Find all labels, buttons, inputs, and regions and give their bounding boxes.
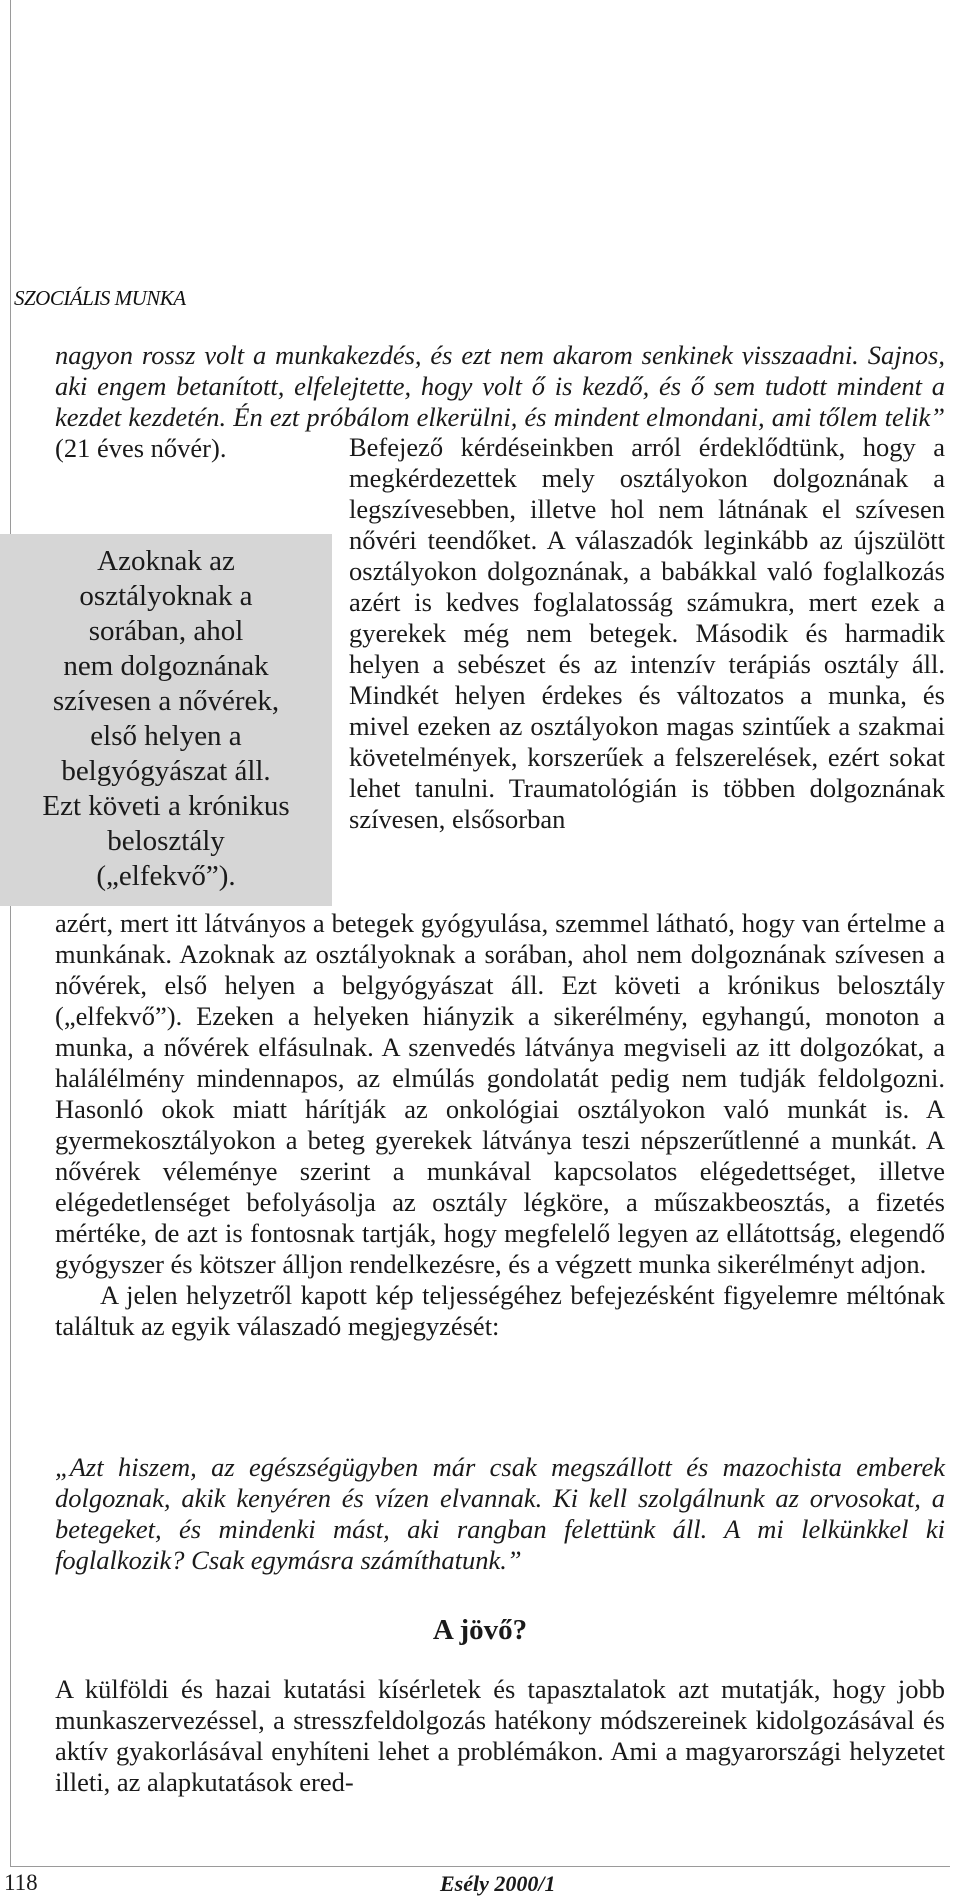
pullquote-line: osztályoknak a [79, 580, 253, 612]
right-column [349, 432, 945, 835]
main-text-continuation: azért, mert itt látványos a betegek gyógyulása, szemmel látható, hogy van értelme a munkának. Azoknak az osztályoknak a sorában, ahol nem dolgoznának szívesen a nővérek, első helyen a belgyógyászat áll. Ezt követi a krónikus belosztály („elfekvő”). Ezeken a helyeken hiányzik a sikerélmény, egyhangú, monoton a munka, a nővérek elfásulnak. A szenvedés látványa megviseli az itt dolgozókat, a halálélmény mindennapos, az elmúlás gondolatát pedig nem tudják feldolgozni. Hasonló okok miatt hárítják az onkológiai osztályokon való munkát is. A gyermekosztályokon a beteg gyerekek látványa teszi népszerűtlenné a munkát. A nővérek véleménye szerint a munkával kapcsolatos elégedettséget, illetve elégedetlenséget befolyásolja az osztály légköre, a műszakbeosztás, a fizetés mértéke, de azt is fontosnak tartják, hogy megfelelő legyen az ellátottság, elegendő gyógyszer és kötszer álljon rendelkezésre, és a végzett munka sikerélményt adjon. [55, 908, 945, 1279]
main-text-paragraph: A jelen helyzetről kapott kép teljességéhez befejezésként figyelemre méltónak találtuk az egyik válaszadó megjegyzését: [55, 1280, 945, 1341]
pullquote-line: első helyen a [90, 720, 242, 752]
section-paragraph: A külföldi és hazai kutatási kísérletek és tapasztalatok azt mutatják, hogy jobb munkaszervezéssel, a stresszfeldolgozás hatékony módszereinek kidolgozásával és aktív gyakorlásával enyhíteni lehet a problémákon. Ami a magyarországi helyzetet illeti, az alapkutatások ered- [55, 1674, 945, 1797]
journal-title: Esély 2000/1 [440, 1871, 556, 1896]
right-column-paragraph: Befejező kérdéseinkben arról érdeklődtünk, hogy a megkérdezettek mely osztályokon dolgoznának a legszívesebben, illetve hol nem látnának el szívesen nővéri teendőket. A válaszadók leginkább az újszülött osztályokon dolgoznának, a babákkal való foglalkozás azért is kedves foglalatosság számukra, mert ezek a gyerekek még nem betegek. Második és harmadik helyen a sebészet és az intenzív terápiás osztály áll. Mindkét helyen érdekes és változatos a munka, és mivel ezeken az osztályokon magas szintűek a szakmai követelmények, korszerűek a felszerelések, ezért sokat lehet tanulni. Traumatológián is többen dolgoznának szívesen, elsősorban [349, 432, 945, 834]
intro-quote-attribution: (21 éves nővér). [55, 433, 227, 463]
pullquote-line: sorában, ahol [88, 615, 244, 647]
pullquote-line: nem dolgoznának [63, 650, 269, 682]
pullquote-box [0, 534, 332, 906]
section-heading: A jövő? [432, 1614, 528, 1646]
pullquote-line: Ezt követi a krónikus [42, 790, 290, 822]
left-page-rule [10, 0, 11, 1866]
page-number: 118 [4, 1870, 38, 1895]
pullquote-line: belgyógyászat áll. [61, 755, 271, 787]
pullquote-line: szívesen a nővérek, [52, 685, 280, 717]
pullquote-line: belosztály [107, 825, 225, 857]
section-label: SZOCIÁLIS MUNKA [14, 286, 186, 310]
footer-rule [10, 1866, 950, 1867]
closing-quote: „Azt hiszem, az egészségügyben már csak megszállott és mazochista emberek dolgoznak, akik kenyéren és vízen elvannak. Ki kell szolgálnunk az orvosokat, a betegeket, és mindenki mást, aki rangban felettünk áll. A mi lelkünkkel ki foglalkozik? Csak egymásra számíthatunk.” [55, 1452, 945, 1575]
intro-quote-text: nagyon rossz volt a munkakezdés, és ezt nem akarom senkinek visszaadni. Sajnos, aki engem betanított, elfelejtette, hogy volt ő is kezdő, és ő sem tudott mindent a kezdet kezdetén. Én ezt próbálom elkerülni, és mindent elmondani, ami tőlem telik” [55, 340, 945, 432]
main-text-block [55, 908, 945, 1342]
pullquote-line: („elfekvő”). [96, 860, 236, 892]
pullquote-line: Azoknak az [97, 545, 235, 577]
